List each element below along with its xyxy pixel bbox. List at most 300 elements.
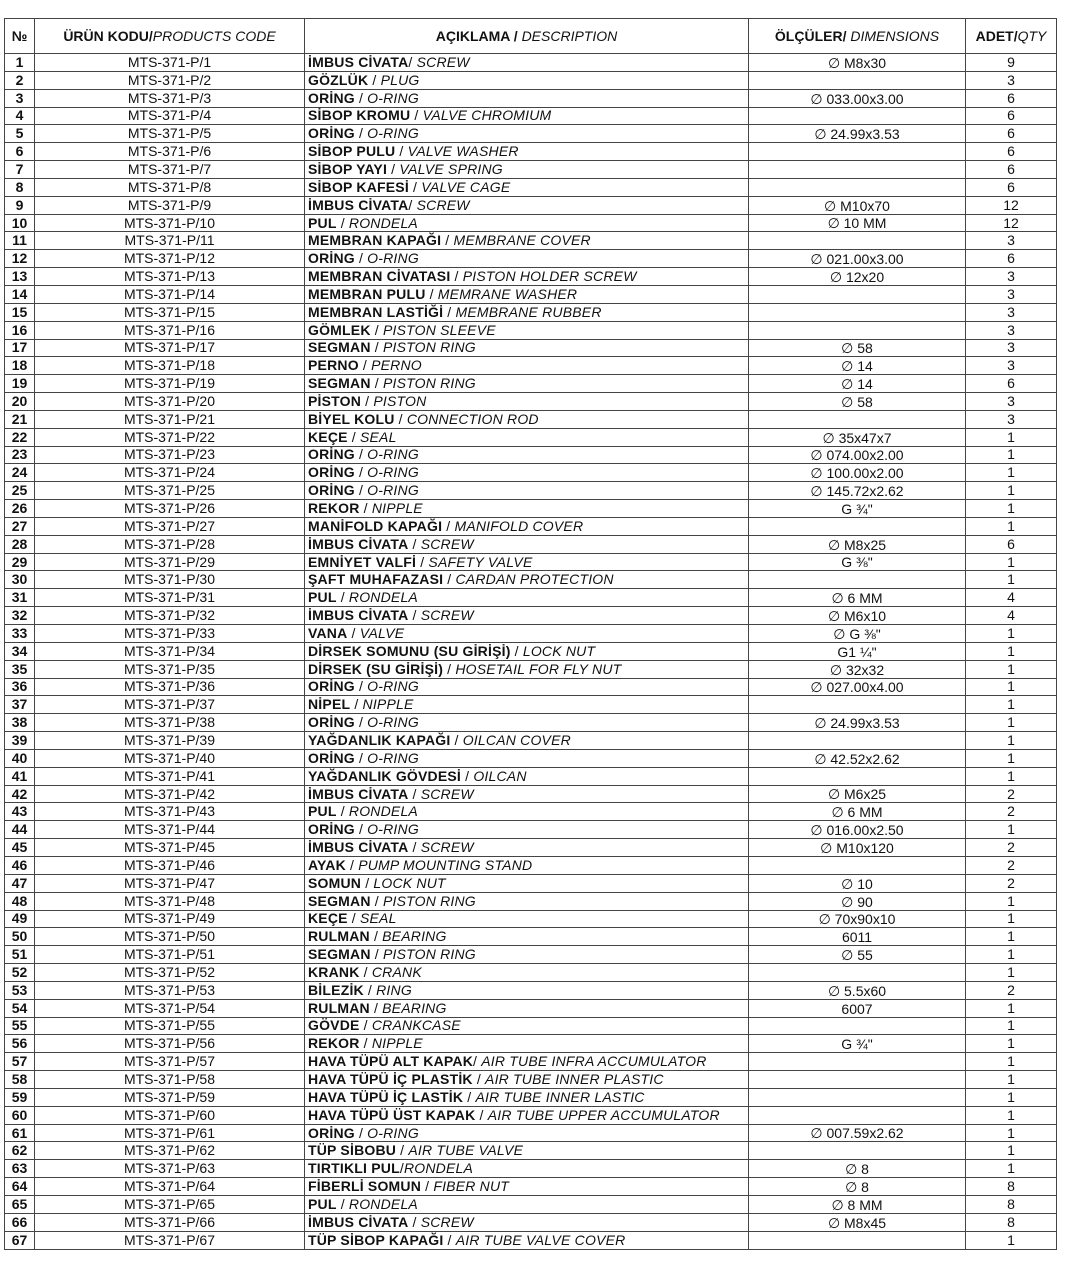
description-en: AIR TUBE UPPER ACCUMULATOR	[487, 1106, 720, 1123]
row-number: 53	[5, 981, 35, 999]
product-code: MTS-371-P/1	[35, 54, 305, 72]
description	[305, 696, 749, 714]
description-en: SCREW	[416, 53, 470, 70]
table-row	[5, 54, 1057, 72]
quantity: 1	[966, 910, 1057, 928]
row-number: 17	[5, 339, 35, 357]
description-en: PUMP MOUNTING STAND	[358, 856, 533, 873]
description-en: VALVE SPRING	[399, 160, 503, 177]
description-separator: /	[336, 1195, 349, 1212]
quantity: 1	[966, 1231, 1057, 1249]
table-row	[5, 803, 1057, 821]
dimensions: 6007	[749, 999, 966, 1017]
quantity: 6	[966, 250, 1057, 268]
description-separator: /	[370, 946, 383, 963]
product-code: MTS-371-P/60	[35, 1106, 305, 1124]
quantity: 8	[966, 1178, 1057, 1196]
description-tr: PERNO	[308, 357, 359, 374]
dimensions	[749, 178, 966, 196]
product-code: MTS-371-P/63	[35, 1160, 305, 1178]
table-row	[5, 1053, 1057, 1071]
description-separator: /	[370, 892, 383, 909]
product-code: MTS-371-P/3	[35, 89, 305, 107]
row-number: 24	[5, 464, 35, 482]
description	[305, 964, 749, 982]
row-number: 58	[5, 1071, 35, 1089]
description-separator: /	[408, 785, 421, 802]
table-row	[5, 232, 1057, 250]
description-separator: /	[408, 196, 417, 213]
table-row	[5, 696, 1057, 714]
description-en: SCREW	[420, 535, 474, 552]
quantity: 1	[966, 428, 1057, 446]
dimensions: ∅ 007.59x2.62	[749, 1124, 966, 1142]
dimensions: ∅ 074.00x2.00	[749, 446, 966, 464]
table-row	[5, 660, 1057, 678]
row-number: 12	[5, 250, 35, 268]
description-en: SCREW	[420, 785, 474, 802]
dimensions: ∅ 5.5x60	[749, 981, 966, 999]
dimensions	[749, 1071, 966, 1089]
quantity: 1	[966, 678, 1057, 696]
table-row	[5, 981, 1057, 999]
row-number: 37	[5, 696, 35, 714]
description-separator: /	[347, 910, 360, 927]
table-row	[5, 553, 1057, 571]
description	[305, 1196, 749, 1214]
description-separator: /	[347, 428, 360, 445]
description-tr: PUL	[308, 803, 337, 820]
dimensions: ∅ 14	[749, 375, 966, 393]
description-en: VALVE CHROMIUM	[422, 107, 552, 124]
table-row	[5, 375, 1057, 393]
description	[305, 321, 749, 339]
description-separator: /	[370, 339, 383, 356]
description-en: O-RING	[367, 821, 419, 838]
description-separator: /	[361, 392, 374, 409]
product-code: MTS-371-P/31	[35, 589, 305, 607]
row-number: 42	[5, 785, 35, 803]
row-number: 14	[5, 285, 35, 303]
description-tr: REKOR	[308, 500, 360, 517]
quantity: 9	[966, 54, 1057, 72]
description-en: PISTON RING	[382, 375, 476, 392]
description	[305, 107, 749, 125]
table-row	[5, 517, 1057, 535]
description-en: PISTON HOLDER SCREW	[462, 268, 637, 285]
row-number: 62	[5, 1142, 35, 1160]
description	[305, 268, 749, 286]
description-en: AIR TUBE INNER PLASTIC	[485, 1071, 664, 1088]
quantity: 6	[966, 535, 1057, 553]
dimensions: ∅ 033.00x3.00	[749, 89, 966, 107]
quantity: 4	[966, 607, 1057, 625]
dimensions: ∅ 145.72x2.62	[749, 482, 966, 500]
description-en: PISTON RING	[382, 892, 476, 909]
quantity: 1	[966, 1035, 1057, 1053]
description	[305, 54, 749, 72]
quantity: 6	[966, 125, 1057, 143]
description-en: PISTON SLEEVE	[382, 321, 496, 338]
row-number: 28	[5, 535, 35, 553]
description	[305, 999, 749, 1017]
description-en: PISTON	[373, 392, 427, 409]
description	[305, 214, 749, 232]
description	[305, 1231, 749, 1249]
row-number: 26	[5, 500, 35, 518]
description-tr: TÜP SİBOP KAPAĞI	[308, 1231, 444, 1248]
quantity: 8	[966, 1196, 1057, 1214]
product-code: MTS-371-P/37	[35, 696, 305, 714]
description-tr: ORİNG	[308, 446, 355, 463]
row-number: 23	[5, 446, 35, 464]
description	[305, 482, 749, 500]
product-code: MTS-371-P/21	[35, 410, 305, 428]
description	[305, 1142, 749, 1160]
dimensions: ∅ G ⅜"	[749, 625, 966, 643]
product-code: MTS-371-P/28	[35, 535, 305, 553]
description-en: PLUG	[380, 71, 420, 88]
quantity: 3	[966, 339, 1057, 357]
dimensions	[749, 410, 966, 428]
description	[305, 642, 749, 660]
description-en: AIR TUBE INFRA ACCUMULATOR	[481, 1053, 707, 1070]
quantity: 1	[966, 642, 1057, 660]
table-row	[5, 268, 1057, 286]
quantity: 3	[966, 410, 1057, 428]
product-code: MTS-371-P/45	[35, 839, 305, 857]
quantity: 3	[966, 268, 1057, 286]
dimensions: ∅ 55	[749, 946, 966, 964]
dimensions	[749, 964, 966, 982]
quantity: 1	[966, 928, 1057, 946]
description-tr: BİYEL KOLU	[308, 410, 395, 427]
description-tr: ŞAFT MUHAFAZASI	[308, 571, 444, 588]
row-number: 44	[5, 821, 35, 839]
description	[305, 892, 749, 910]
quantity: 1	[966, 1071, 1057, 1089]
description	[305, 375, 749, 393]
description-en: SAFETY VALVE	[428, 553, 533, 570]
header-dim-tr: ÖLÇÜLER/	[774, 28, 847, 44]
description-separator: /	[443, 660, 456, 677]
quantity: 12	[966, 214, 1057, 232]
row-number: 21	[5, 410, 35, 428]
description-separator: /	[441, 232, 454, 249]
description-en: BEARING	[382, 928, 447, 945]
description-en: VALVE	[359, 624, 405, 641]
row-number: 65	[5, 1196, 35, 1214]
header-product-code	[35, 19, 305, 54]
description-tr: SİBOP KAFESİ	[308, 178, 409, 195]
table-row	[5, 1106, 1057, 1124]
row-number: 33	[5, 625, 35, 643]
description-separator: /	[347, 624, 360, 641]
quantity: 6	[966, 143, 1057, 161]
table-row	[5, 607, 1057, 625]
dimensions	[749, 285, 966, 303]
table-row	[5, 303, 1057, 321]
dimensions: ∅ 32x32	[749, 660, 966, 678]
product-code: MTS-371-P/9	[35, 196, 305, 214]
dimensions: ∅ M10x120	[749, 839, 966, 857]
dimensions: ∅ 24.99x3.53	[749, 714, 966, 732]
description-en: SEAL	[359, 428, 397, 445]
row-number: 48	[5, 892, 35, 910]
product-code: MTS-371-P/56	[35, 1035, 305, 1053]
product-code: MTS-371-P/47	[35, 874, 305, 892]
table-row	[5, 1017, 1057, 1035]
product-code: MTS-371-P/27	[35, 517, 305, 535]
dimensions: G ¾"	[749, 1035, 966, 1053]
product-code: MTS-371-P/29	[35, 553, 305, 571]
row-number: 2	[5, 71, 35, 89]
quantity: 1	[966, 1142, 1057, 1160]
description-tr: SİBOP PULU	[308, 143, 396, 160]
table-row	[5, 125, 1057, 143]
row-number: 32	[5, 607, 35, 625]
quantity: 1	[966, 1053, 1057, 1071]
description-tr: TIRTIKLI PUL	[308, 1160, 400, 1177]
product-code: MTS-371-P/14	[35, 285, 305, 303]
table-row	[5, 89, 1057, 107]
description-tr: MANİFOLD KAPAĞI	[308, 517, 443, 534]
quantity: 1	[966, 732, 1057, 750]
product-code: MTS-371-P/2	[35, 71, 305, 89]
quantity: 1	[966, 749, 1057, 767]
description-separator: /	[425, 285, 438, 302]
description-tr: PİSTON	[308, 392, 362, 409]
quantity: 6	[966, 178, 1057, 196]
table-row	[5, 214, 1057, 232]
product-code: MTS-371-P/58	[35, 1071, 305, 1089]
row-number: 39	[5, 732, 35, 750]
table-row	[5, 1160, 1057, 1178]
dimensions: ∅ 12x20	[749, 268, 966, 286]
quantity: 2	[966, 874, 1057, 892]
quantity: 1	[966, 464, 1057, 482]
description	[305, 393, 749, 411]
quantity: 3	[966, 285, 1057, 303]
description	[305, 839, 749, 857]
description-en: O-RING	[367, 250, 419, 267]
header-dim-en: DIMENSIONS	[850, 28, 940, 44]
table-row	[5, 892, 1057, 910]
description-tr: MEMBRAN PULU	[308, 285, 426, 302]
description-separator: /	[408, 178, 422, 195]
description	[305, 874, 749, 892]
product-code: MTS-371-P/18	[35, 357, 305, 375]
dimensions	[749, 517, 966, 535]
description-en: O-RING	[367, 125, 419, 142]
table-row	[5, 1196, 1057, 1214]
description-separator: /	[443, 1231, 456, 1248]
table-row	[5, 464, 1057, 482]
quantity: 2	[966, 785, 1057, 803]
description-en: O-RING	[367, 1124, 419, 1141]
description-tr: YAĞDANLIK KAPAĞI	[308, 731, 451, 748]
description-separator: /	[369, 928, 383, 945]
description	[305, 464, 749, 482]
description-tr: ORİNG	[308, 250, 355, 267]
table-row	[5, 821, 1057, 839]
product-code: MTS-371-P/22	[35, 428, 305, 446]
quantity: 1	[966, 571, 1057, 589]
description-tr: SİBOP KROMU	[308, 107, 411, 124]
description-tr: ORİNG	[308, 89, 355, 106]
row-number: 51	[5, 946, 35, 964]
dimensions	[749, 1088, 966, 1106]
dimensions: ∅ 35x47x7	[749, 428, 966, 446]
description-separator: /	[345, 856, 359, 873]
table-row	[5, 446, 1057, 464]
description-separator: /	[368, 71, 381, 88]
description-tr: PUL	[308, 1195, 337, 1212]
dimensions: ∅ M6x10	[749, 607, 966, 625]
row-number: 56	[5, 1035, 35, 1053]
row-number: 1	[5, 54, 35, 72]
product-code: MTS-371-P/41	[35, 767, 305, 785]
description	[305, 1106, 749, 1124]
quantity: 3	[966, 232, 1057, 250]
row-number: 47	[5, 874, 35, 892]
description	[305, 535, 749, 553]
table-row	[5, 1178, 1057, 1196]
description-tr: RULMAN	[308, 928, 370, 945]
description-tr: ORİNG	[308, 125, 355, 142]
quantity: 1	[966, 1106, 1057, 1124]
product-code: MTS-371-P/39	[35, 732, 305, 750]
description	[305, 428, 749, 446]
dimensions: ∅ M8x25	[749, 535, 966, 553]
description-separator: /	[399, 1160, 404, 1177]
row-number: 60	[5, 1106, 35, 1124]
quantity: 1	[966, 999, 1057, 1017]
description-separator: /	[475, 1106, 488, 1123]
description	[305, 500, 749, 518]
description-tr: ORİNG	[308, 678, 355, 695]
row-number: 55	[5, 1017, 35, 1035]
table-row	[5, 1213, 1057, 1231]
quantity: 1	[966, 892, 1057, 910]
quantity: 2	[966, 856, 1057, 874]
row-number: 30	[5, 571, 35, 589]
description-en: RONDELA	[403, 1160, 474, 1177]
description-en: MEMBRANE COVER	[453, 232, 591, 249]
product-code: MTS-371-P/19	[35, 375, 305, 393]
row-number: 25	[5, 482, 35, 500]
description-separator: /	[461, 767, 474, 784]
quantity: 1	[966, 767, 1057, 785]
dimensions	[749, 143, 966, 161]
description-tr: KEÇE	[308, 428, 348, 445]
header-qty-tr: ADET/	[975, 28, 1018, 44]
product-code: MTS-371-P/36	[35, 678, 305, 696]
description-separator: /	[350, 696, 363, 713]
description-separator: /	[354, 678, 368, 695]
row-number: 10	[5, 214, 35, 232]
description-tr: KRANK	[308, 963, 360, 980]
description	[305, 803, 749, 821]
quantity: 1	[966, 1088, 1057, 1106]
description	[305, 446, 749, 464]
description-separator: /	[410, 107, 423, 124]
dimensions	[749, 1231, 966, 1249]
table-row	[5, 410, 1057, 428]
header-dimensions	[749, 19, 966, 54]
description-en: MANIFOLD COVER	[454, 517, 584, 534]
dimensions: ∅ 8	[749, 1178, 966, 1196]
dimensions: G1 ¼"	[749, 642, 966, 660]
dimensions: ∅ 100.00x2.00	[749, 464, 966, 482]
description-en: SCREW	[420, 839, 474, 856]
product-code: MTS-371-P/4	[35, 107, 305, 125]
description	[305, 517, 749, 535]
table-row	[5, 285, 1057, 303]
row-number: 29	[5, 553, 35, 571]
dimensions: ∅ 027.00x4.00	[749, 678, 966, 696]
product-code: MTS-371-P/26	[35, 500, 305, 518]
description	[305, 660, 749, 678]
row-number: 52	[5, 964, 35, 982]
quantity: 1	[966, 446, 1057, 464]
header-no	[5, 19, 35, 54]
description-tr: İMBUS CİVATA	[308, 607, 409, 624]
description	[305, 767, 749, 785]
description-tr: GÖMLEK	[308, 321, 371, 338]
product-code: MTS-371-P/30	[35, 571, 305, 589]
description-en: CARDAN PROTECTION	[455, 571, 614, 588]
product-code: MTS-371-P/33	[35, 625, 305, 643]
description-en: BEARING	[382, 999, 447, 1016]
table-body	[5, 54, 1057, 1250]
product-code: MTS-371-P/50	[35, 928, 305, 946]
header-desc-en: DESCRIPTION	[521, 28, 618, 44]
description	[305, 1017, 749, 1035]
description-tr: SOMUN	[308, 874, 362, 891]
product-code: MTS-371-P/32	[35, 607, 305, 625]
description-separator: /	[443, 303, 456, 320]
row-number: 15	[5, 303, 35, 321]
quantity: 6	[966, 107, 1057, 125]
product-code: MTS-371-P/17	[35, 339, 305, 357]
description-tr: ORİNG	[308, 821, 355, 838]
dimensions	[749, 1017, 966, 1035]
product-code: MTS-371-P/65	[35, 1196, 305, 1214]
dimensions: ∅ 6 MM	[749, 589, 966, 607]
header-description	[305, 19, 749, 54]
product-code: MTS-371-P/59	[35, 1088, 305, 1106]
description-tr: YAĞDANLIK GÖVDESİ	[308, 767, 462, 784]
description-en: NIPPLE	[362, 696, 414, 713]
table-row	[5, 196, 1057, 214]
description-separator: /	[361, 874, 374, 891]
description-en: NIPPLE	[371, 500, 423, 517]
description-tr: SEGMAN	[308, 946, 371, 963]
description-en: RONDELA	[348, 803, 418, 820]
description-separator: /	[354, 482, 368, 499]
table-row	[5, 571, 1057, 589]
description-tr: İMBUS CİVATA	[308, 785, 409, 802]
product-code: MTS-371-P/48	[35, 892, 305, 910]
table-row	[5, 589, 1057, 607]
table-row	[5, 143, 1057, 161]
description-separator: /	[354, 821, 368, 838]
product-code: MTS-371-P/49	[35, 910, 305, 928]
description-tr: İMBUS CİVATA	[308, 196, 409, 213]
product-code: MTS-371-P/20	[35, 393, 305, 411]
description-separator: /	[354, 464, 368, 481]
